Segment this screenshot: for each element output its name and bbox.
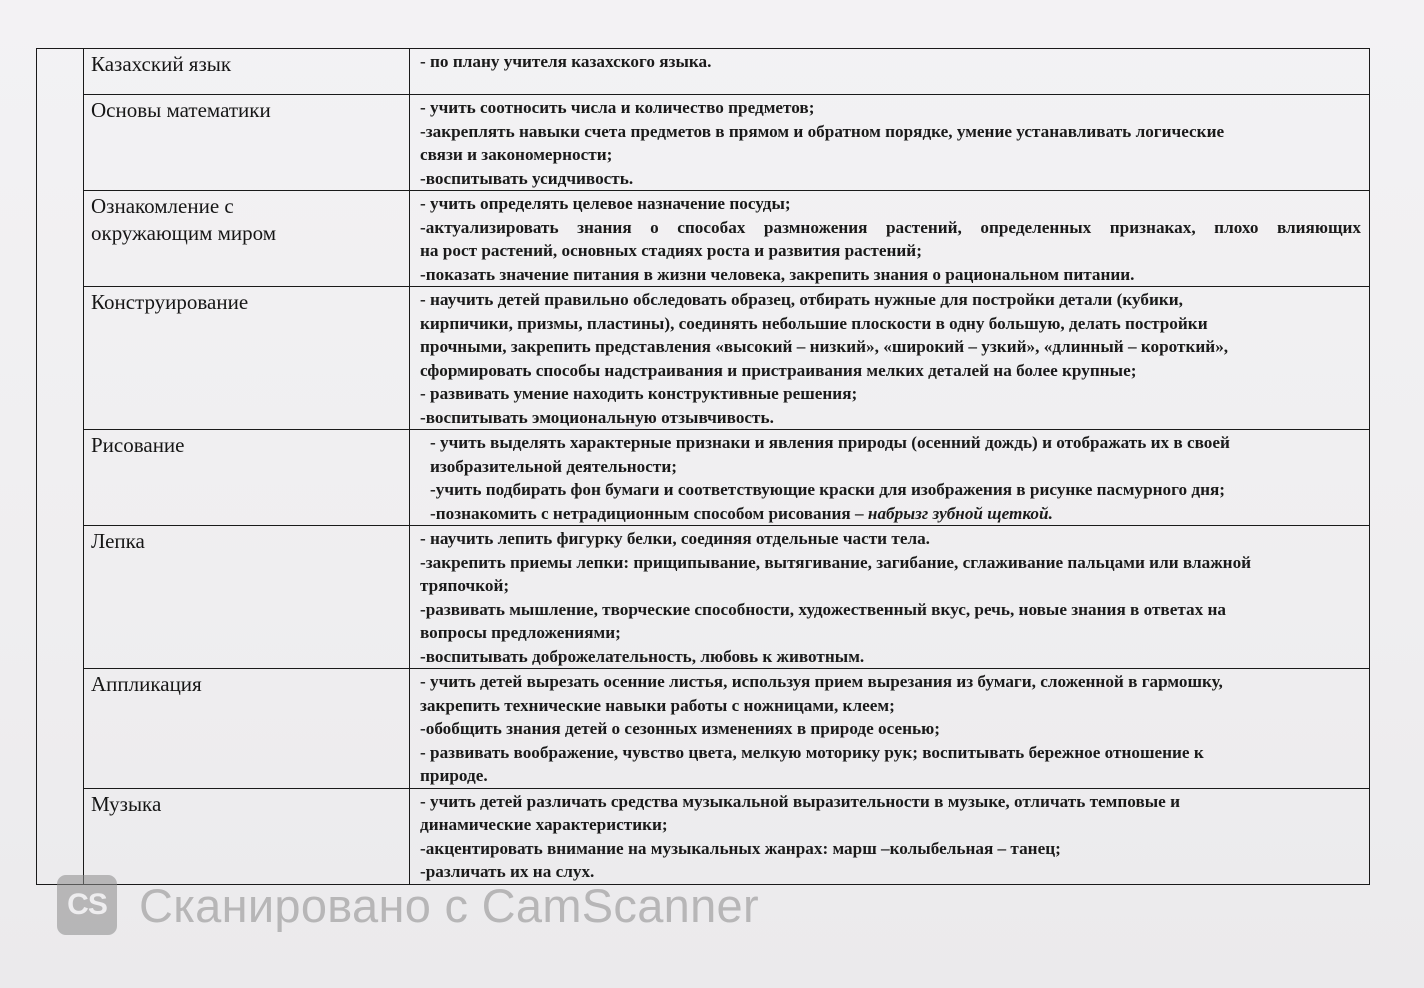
subject-cell <box>84 95 410 191</box>
goal-line: -закрепить приемы лепки: прищипывание, вытягивание, загибание, сглаживание пальцами или влажной <box>420 552 1252 572</box>
subject-name: Музыка <box>91 791 162 816</box>
goal-line-text: -познакомить с нетрадиционным способом рисования – <box>430 503 864 523</box>
goal-line: - учить выделять характерные признаки и явления природы (осенний дождь) и отображать их в своей <box>430 433 1230 452</box>
goal-line: -воспитывать доброжелательность, любовь к животным. <box>420 646 865 666</box>
goal-line: -воспитывать усидчивость. <box>420 168 634 188</box>
camscanner-watermark <box>57 872 759 938</box>
goal-line: -акцентировать внимание на музыкальных жанрах: марш –колыбельная – танец; <box>420 838 1061 858</box>
goal-line: - учить детей вырезать осенние листья, используя прием вырезания из бумаги, сложенной в гармошку, <box>420 672 1223 691</box>
subject-cell <box>84 430 410 526</box>
goal-line: на рост растений, основных стадиях роста и развития растений; <box>420 241 922 260</box>
goal-line: -актуализировать знания о способах размножения растений, определенных признаках, плохо влияющих <box>420 217 1361 237</box>
goals-cell <box>410 526 1370 669</box>
watermark-text: Сканировано с CamScanner <box>139 878 759 932</box>
goal-line: -развивать мышление, творческие способности, художественный вкус, речь, новые знания в ответах на <box>420 599 1226 619</box>
table-row <box>37 191 1370 287</box>
italic-method-name: набрызг зубной щеткой. <box>867 503 1053 523</box>
goal-line: - по плану учителя казахского языка. <box>420 52 712 71</box>
subject-name: Аппликация <box>91 672 202 696</box>
table-row <box>37 49 1370 95</box>
subject-cell <box>84 788 410 884</box>
goal-line: - развивать воображение, чувство цвета, мелкую моторику рук; воспитывать бережное отношение к <box>420 742 1204 762</box>
goals-cell <box>410 430 1370 526</box>
goal-line: сформировать способы надстраивания и пристраивания мелких деталей на более крупные; <box>420 360 1137 380</box>
goal-line: изобразительной деятельности; <box>430 456 677 476</box>
goal-line: -показать значение питания в жизни человека, закрепить знания о рациональном питании. <box>420 264 1135 284</box>
subject-name: Лепка <box>91 529 145 553</box>
table-row <box>37 287 1370 430</box>
subject-cell <box>84 191 410 287</box>
goal-line: тряпочкой; <box>420 576 510 595</box>
goal-line: -воспитывать эмоциональную отзывчивость. <box>420 407 774 427</box>
goal-line: кирпичики, призмы, пластины), соединять небольшие плоскости в одну большую, делать постройки <box>420 313 1208 333</box>
goals-cell <box>410 287 1370 430</box>
subject-cell <box>84 669 410 789</box>
subject-name: Основы математики <box>91 98 271 122</box>
goal-line: - развивать умение находить конструктивные решения; <box>420 384 858 403</box>
goals-cell <box>410 191 1370 287</box>
goal-line: -обобщить знания детей о сезонных изменениях в природе осенью; <box>420 719 940 738</box>
goal-line: динамические характеристики; <box>420 815 668 834</box>
goal-line: природе. <box>420 766 488 785</box>
lesson-plan-table <box>36 48 1370 885</box>
table-row <box>37 669 1370 789</box>
goal-line <box>430 502 1361 526</box>
table-row <box>37 430 1370 526</box>
goals-cell <box>410 95 1370 191</box>
goal-line: - научить лепить фигурку белки, соединяя отдельные части тела. <box>420 529 930 548</box>
goal-line: - учить определять целевое назначение посуды; <box>420 194 791 213</box>
goal-line: - научить детей правильно обследовать образец, отбирать нужные для постройки детали (кубики, <box>420 290 1183 309</box>
goals-cell <box>410 49 1370 95</box>
blank-margin-column <box>37 49 84 885</box>
goal-line: -учить подбирать фон бумаги и соответствующие краски для изображения в рисунке пасмурного дня; <box>430 480 1226 499</box>
goal-line: прочными, закрепить представления «высокий – низкий», «широкий – узкий», «длинный – короткий», <box>420 337 1229 356</box>
goal-line: -различать их на слух. <box>420 862 595 881</box>
goal-line: закрепить технические навыки работы с ножницами, клеем; <box>420 695 895 715</box>
subject-name-line: Ознакомление с <box>91 194 234 218</box>
goal-line: - учить соотносить числа и количество предметов; <box>420 98 815 117</box>
goals-cell <box>410 788 1370 884</box>
table-row <box>37 95 1370 191</box>
table-row <box>37 526 1370 669</box>
goals-cell <box>410 669 1370 789</box>
subject-name-line: окружающим миром <box>91 221 277 245</box>
goal-line: вопросы предложениями; <box>420 623 621 642</box>
subject-name: Рисование <box>91 433 185 457</box>
goal-line: связи и закономерности; <box>420 145 613 164</box>
goal-line: -закреплять навыки счета предметов в прямом и обратном порядке, умение устанавливать логические <box>420 121 1225 141</box>
camscanner-logo-icon: CS <box>57 875 117 935</box>
subject-cell <box>84 526 410 669</box>
subject-name: Конструирование <box>91 290 249 314</box>
table-row <box>37 788 1370 884</box>
goal-line: - учить детей различать средства музыкальной выразительности в музыке, отличать темповые и <box>420 791 1180 811</box>
subject-cell <box>84 49 410 95</box>
subject-cell <box>84 287 410 430</box>
subject-name: Казахский язык <box>91 52 232 76</box>
